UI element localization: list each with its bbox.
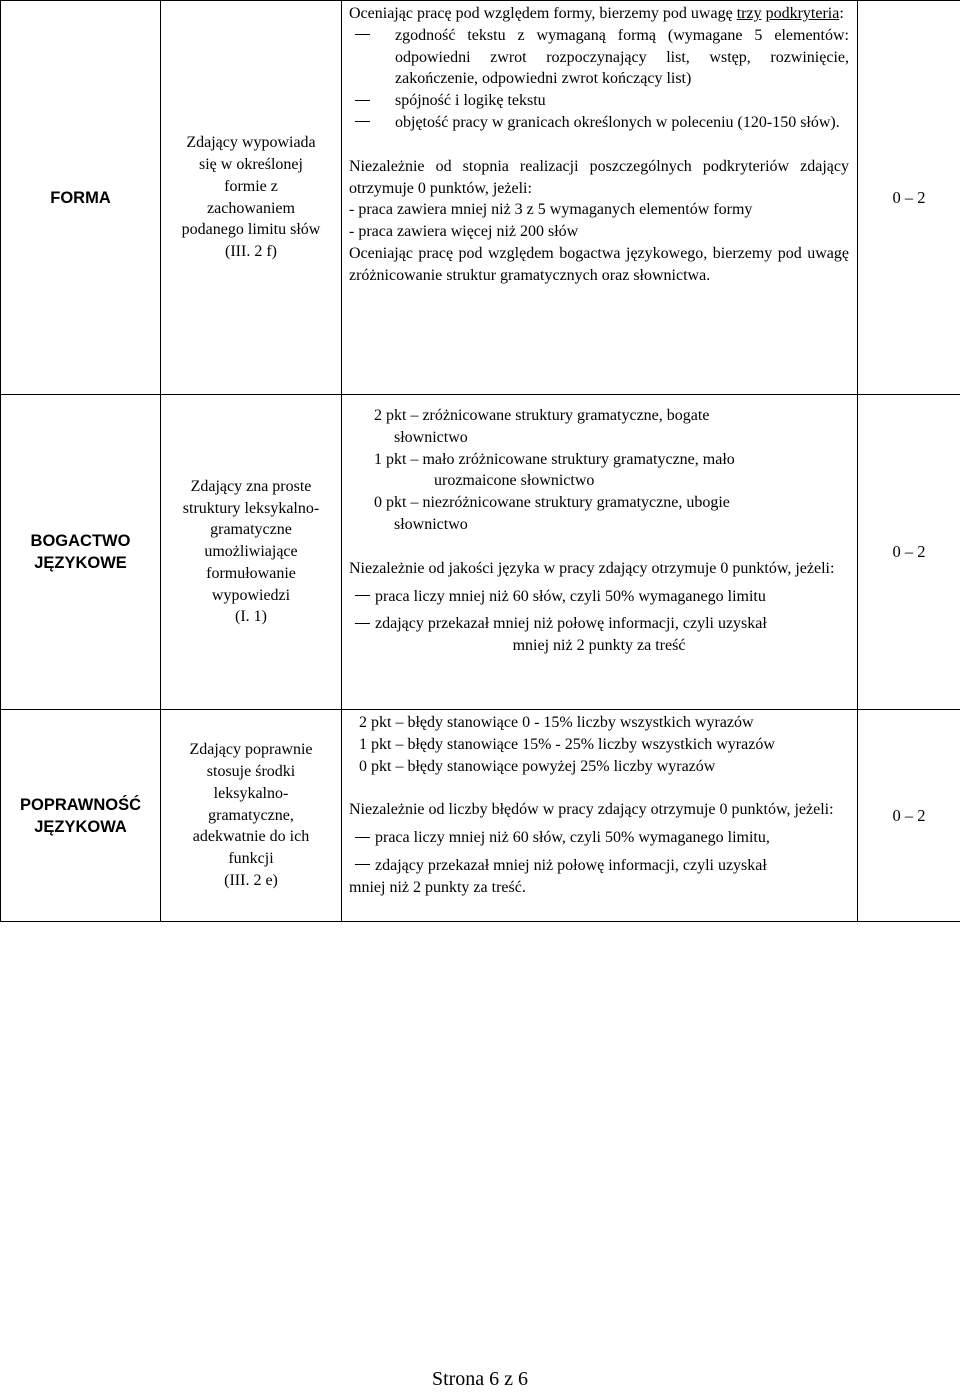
dash-icon [349,827,375,849]
content-poprawnosc [342,710,858,922]
forma-zero-line: - praca zawiera mniej niż 3 z 5 wymaganych elementów formy [349,199,849,221]
dash-icon [349,613,375,635]
poprawnosc-level-2: 2 pkt – błędy stanowiące 0 - 15% liczby wszystkich wyrazów [349,712,849,734]
forma-bullet: objętość pracy w granicach określonych w poleceniu (120-150 słów). [349,112,849,134]
bogactwo-level-1: 1 pkt – mało zróżnicowane struktury gramatyczne, mało [349,449,849,471]
points-forma: 0 – 2 [858,1,960,395]
poprawnosc-zero-intro: Niezależnie od liczby błędów w pracy zdający otrzymuje 0 punktów, jeżeli: [349,799,849,821]
bogactwo-level-0-cont: słownictwo [349,514,849,536]
dash-icon [349,586,375,608]
description-forma: Zdający wypowiada się w określonej formie z zachowaniem podanego limitu słów (III. 2 f) [161,1,342,395]
table-row-poprawnosc [1,710,960,922]
criterion-forma: FORMA [1,1,161,395]
points-poprawnosc: 0 – 2 [858,710,960,922]
poprawnosc-bullet: zdający przekazał mniej niż połowę informacji, czyli uzyskał [349,855,849,877]
table-row-forma [1,1,960,395]
criterion-bogactwo: BOGACTWO JĘZYKOWE [1,395,161,710]
forma-intro: Oceniając pracę pod względem formy, bierzemy pod uwagę trzy podkryteria: [349,3,849,25]
poprawnosc-bullet-tail: mniej niż 2 punkty za treść. [349,877,849,899]
content-forma [342,1,858,395]
forma-outro: Oceniając pracę pod względem bogactwa językowego, bierzemy pod uwagę zróżnicowanie struktur gramatycznych oraz słownictwa. [349,243,849,287]
description-bogactwo: Zdający zna proste struktury leksykalno- gramatyczne umożliwiające formułowanie wypowiedzi (I. 1) [161,395,342,710]
bogactwo-level-2-cont: słownictwo [349,427,849,449]
points-bogactwo: 0 – 2 [858,395,960,710]
page-footer: Strona 6 z 6 [0,1366,960,1392]
forma-bullet: zgodność tekstu z wymaganą formą (wymagane 5 elementów: odpowiedni zwrot rozpoczynający list, wstęp, rozwinięcie, zakończenie, odpowiedni zwrot kończący list) [349,25,849,90]
forma-zero-intro: Niezależnie od stopnia realizacji poszczególnych podkryteriów zdający otrzymuje 0 punktów, jeżeli: [349,156,849,200]
table-row-bogactwo [1,395,960,710]
dash-icon [349,90,375,112]
poprawnosc-level-1: 1 pkt – błędy stanowiące 15% - 25% liczby wszystkich wyrazów [349,734,849,756]
dash-icon [349,25,375,47]
criterion-poprawnosc: POPRAWNOŚĆ JĘZYKOWA [1,710,161,922]
dash-icon [349,112,375,134]
forma-bullet: spójność i logikę tekstu [349,90,849,112]
bogactwo-bullet: zdający przekazał mniej niż połowę informacji, czyli uzyskał [349,613,849,635]
bogactwo-level-2: 2 pkt – zróżnicowane struktury gramatyczne, bogate [349,405,849,427]
bogactwo-level-0: 0 pkt – niezróżnicowane struktury gramatyczne, ubogie [349,492,849,514]
bogactwo-level-1-cont: urozmaicone słownictwo [349,470,849,492]
description-poprawnosc: Zdający poprawnie stosuje środki leksykalno- gramatyczne, adekwatnie do ich funkcji (III. 2 e) [161,710,342,922]
bogactwo-bullet: praca liczy mniej niż 60 słów, czyli 50% wymaganego limitu [349,586,849,608]
bogactwo-bullet-tail: mniej niż 2 punkty za treść [349,635,849,657]
poprawnosc-bullet: praca liczy mniej niż 60 słów, czyli 50% wymaganego limitu, [349,827,849,849]
bogactwo-zero-intro: Niezależnie od jakości języka w pracy zdający otrzymuje 0 punktów, jeżeli: [349,558,849,580]
forma-zero-line: - praca zawiera więcej niż 200 słów [349,221,849,243]
poprawnosc-level-0: 0 pkt – błędy stanowiące powyżej 25% liczby wyrazów [349,756,849,778]
dash-icon [349,855,375,877]
content-bogactwo [342,395,858,710]
